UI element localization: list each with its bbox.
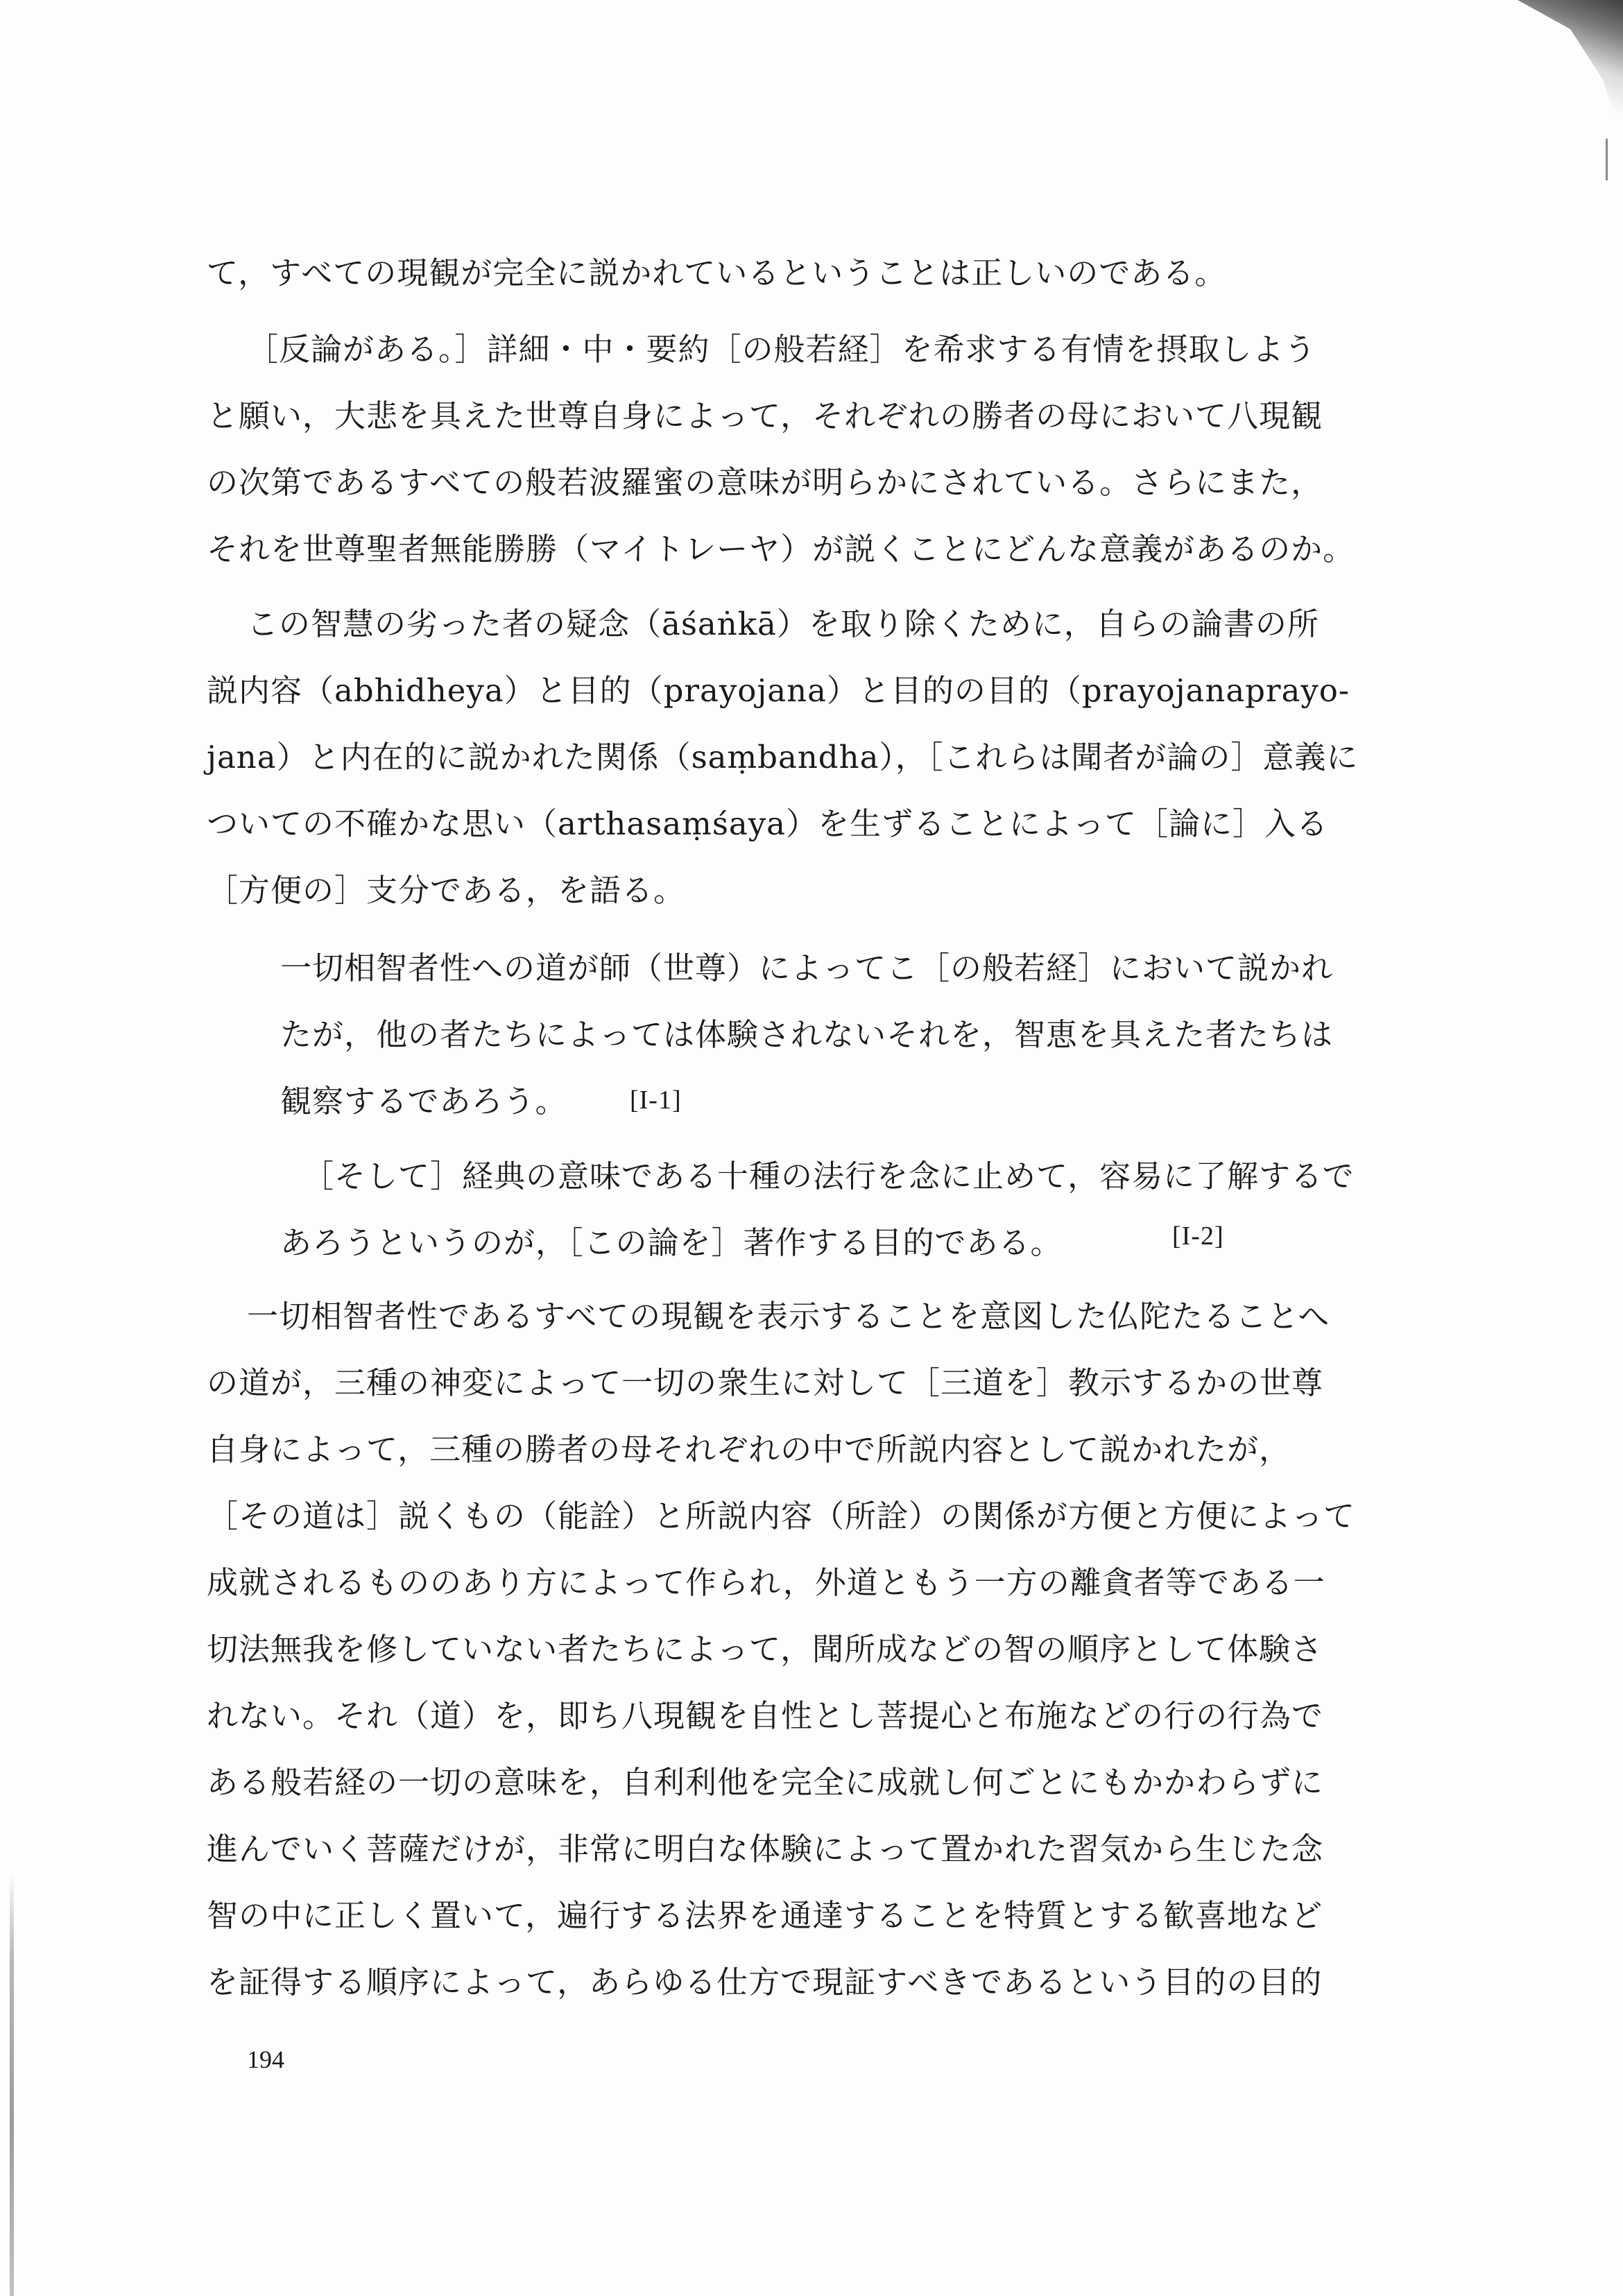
scan-shadow-corner xyxy=(1491,0,1623,146)
commentary-line: 智の中に正しく置いて，遍行する法界を通達することを特質とする歓喜地など xyxy=(207,1897,1323,1934)
text-line: 説内容（abhidheya）と目的（prayojana）と目的の目的（prayojanaprayo- xyxy=(207,672,1350,709)
text-line: この智慧の劣った者の疑念（āśaṅkā）を取り除くために，自らの論書の所 xyxy=(247,606,1319,642)
commentary-line: の道が，三種の神変によって一切の衆生に対して［三道を］教示するかの世尊 xyxy=(207,1364,1324,1401)
scan-shadow-left-edge xyxy=(10,1873,14,2296)
commentary-line: 進んでいく菩薩だけが，非常に明白な体験によって置かれた習気から生じた念 xyxy=(207,1831,1324,1867)
commentary-line: 一切相智者性であるすべての現観を表示することを意図した仏陀たることへ xyxy=(247,1298,1330,1335)
verse-line: 観察するであろう。 xyxy=(280,1083,567,1120)
verse-line: 一切相智者性への道が師（世尊）によってこ［の般若経］において説かれ xyxy=(280,950,1334,986)
text-line: それを世尊聖者無能勝勝（マイトレーヤ）が説くことにどんな意義があるのか。 xyxy=(207,531,1355,567)
commentary-line: ［その道は］説くもの（能詮）と所説内容（所詮）の関係が方便と方便によって xyxy=(207,1498,1356,1534)
verse-line: ［そして］経典の意味である十種の法行を念に止めて，容易に了解するで xyxy=(302,1158,1355,1194)
commentary-line: を証得する順序によって，あらゆる仕方で現証すべきであるという目的の目的 xyxy=(207,1964,1323,2001)
verse-line: あろうというのが，［この論を］著作する目的である。 xyxy=(280,1224,1063,1261)
text-line: ついての不確かな思い（arthasaṃśaya）を生ずることによって［論に］入る xyxy=(207,805,1329,842)
verse-number: [I-2] xyxy=(1172,1222,1224,1251)
commentary-line: ある般若経の一切の意味を，自利利他を完全に成就し何ごとにもかかわらずに xyxy=(207,1764,1324,1801)
text-line: と願い，大悲を具えた世尊自身によって，それぞれの勝者の母において八現観 xyxy=(207,397,1323,434)
text-line: ［方便の］支分である，を語る。 xyxy=(207,872,686,909)
text-line: の次第であるすべての般若波羅蜜の意味が明らかにされている。さらにまた， xyxy=(207,464,1323,501)
commentary-line: 切法無我を修していない者たちによって，聞所成などの智の順序として体験さ xyxy=(207,1631,1323,1668)
verse-number: [I-1] xyxy=(630,1086,682,1115)
text-line: ［反論がある。］詳細・中・要約［の般若経］を希求する有情を摂取しよう xyxy=(247,331,1316,368)
commentary-line: 自身によって，三種の勝者の母それぞれの中で所説内容として説かれたが， xyxy=(207,1431,1291,1468)
page-number: 194 xyxy=(247,2046,284,2073)
commentary-line: れない。それ（道）を，即ち八現観を自性とし菩提心と布施などの行の行為で xyxy=(207,1697,1324,1734)
commentary-line: 成就されるもののあり方によって作られ，外道ともう一方の離貪者等である一 xyxy=(207,1564,1325,1601)
text-line: て，すべての現観が完全に説かれているということは正しいのである。 xyxy=(207,255,1227,291)
scan-mark-right xyxy=(1606,139,1608,180)
text-line: jana）と内在的に説かれた関係（saṃbandha），［これらは聞者が論の］意義に xyxy=(207,739,1359,776)
verse-line: たが，他の者たちによっては体験されないそれを，智恵を具えた者たちは xyxy=(280,1016,1334,1053)
